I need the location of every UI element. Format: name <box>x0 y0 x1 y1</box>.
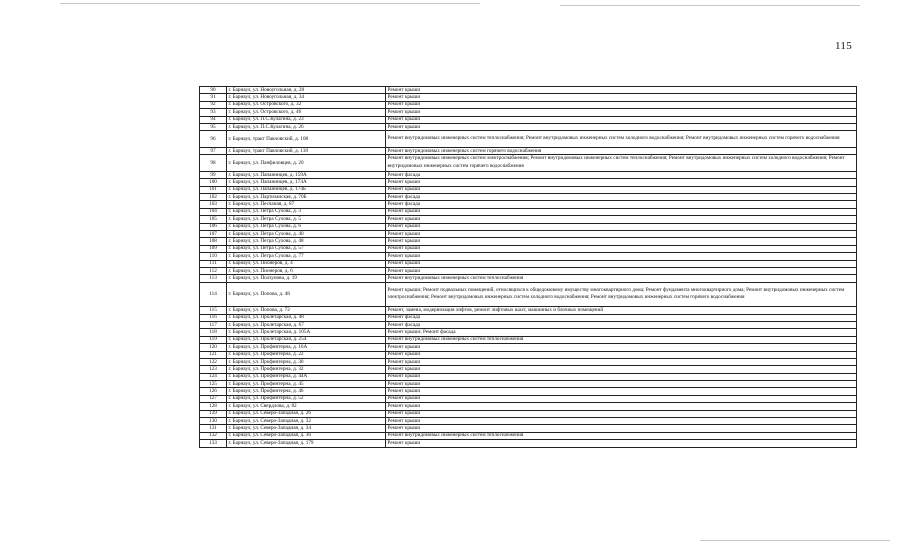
work-type-cell: Ремонт фасада <box>386 201 857 208</box>
work-type-cell: Ремонт внутридомовых инженерных систем электроснабжения; Ремонт внутридомовых инженерных систем теплоснабжения; Ремонт внутридомовых инженерных систем холодного водоснабжения; Ремонт внутридомовых инженерных систем горячего водоснабжения <box>386 155 857 172</box>
address-cell: г. Барнаул, ул. Попова, д. 72 <box>227 307 386 314</box>
work-type-cell: Ремонт фасада <box>386 171 857 178</box>
row-number-cell: 95 <box>200 123 227 130</box>
work-type-cell: Ремонт крыши <box>386 253 857 260</box>
table-row <box>200 123 857 130</box>
work-type-cell: Ремонт крыши <box>386 366 857 373</box>
address-cell: г. Барнаул, ул. Партизанская, д. 70Б <box>227 194 386 201</box>
table-row <box>200 403 857 410</box>
table-row <box>200 131 857 148</box>
table-row <box>200 231 857 238</box>
address-cell: г. Барнаул, ул. Северо-Западная, д. 36 <box>227 432 386 439</box>
work-type-cell: Ремонт фасада <box>386 314 857 321</box>
address-cell: г. Барнаул, ул. Пролетарская, д. 105А <box>227 329 386 336</box>
table-row <box>200 440 857 447</box>
address-cell: г. Барнаул, ул. Петра Сухова, д. 48 <box>227 238 386 245</box>
table-row <box>200 208 857 215</box>
table-row <box>200 101 857 108</box>
address-cell: г. Барнаул, ул. Пролетарская, д. 48 <box>227 314 386 321</box>
row-number-cell: 107 <box>200 231 227 238</box>
row-number-cell: 106 <box>200 223 227 230</box>
row-number-cell: 102 <box>200 194 227 201</box>
row-number-cell: 92 <box>200 101 227 108</box>
address-cell: г. Барнаул, ул. Песчаная, д. 87 <box>227 201 386 208</box>
address-cell: г. Барнаул, ул. Ползунова, д. 19 <box>227 275 386 282</box>
row-number-cell: 125 <box>200 381 227 388</box>
row-number-cell: 90 <box>200 87 227 94</box>
work-type-cell: Ремонт крыши <box>386 186 857 193</box>
table-row <box>200 179 857 186</box>
row-number-cell: 108 <box>200 238 227 245</box>
row-number-cell: 112 <box>200 268 227 275</box>
work-type-cell: Ремонт крыши <box>386 245 857 252</box>
table-row <box>200 307 857 314</box>
work-type-cell: Ремонт крыши <box>386 373 857 380</box>
table-row <box>200 109 857 116</box>
row-number-cell: 124 <box>200 373 227 380</box>
work-type-cell: Ремонт крыши <box>386 231 857 238</box>
address-cell: г. Барнаул, ул. Северо-Западная, д. 179 <box>227 440 386 447</box>
row-number-cell: 98 <box>200 155 227 172</box>
scan-edge-top <box>60 3 480 4</box>
row-number-cell: 96 <box>200 131 227 148</box>
table-row <box>200 388 857 395</box>
table-row <box>200 171 857 178</box>
table-row <box>200 275 857 282</box>
address-cell: г. Барнаул, ул. Папанинцев, д. 159А <box>227 171 386 178</box>
work-type-cell: Ремонт крыши <box>386 268 857 275</box>
table-row <box>200 87 857 94</box>
row-number-cell: 121 <box>200 351 227 358</box>
row-number-cell: 111 <box>200 260 227 267</box>
address-cell: г. Барнаул, ул. П.С.Кулагина, д. 23 <box>227 116 386 123</box>
row-number-cell: 118 <box>200 329 227 336</box>
table-row <box>200 418 857 425</box>
address-cell: г. Барнаул, ул. Пролетарская, д. 254 <box>227 336 386 343</box>
address-cell: г. Барнаул, ул. Пионеров, д. 6 <box>227 268 386 275</box>
address-cell: г. Барнаул, ул. Профинтерна, д. 44А <box>227 373 386 380</box>
work-type-cell: Ремонт внутридомовых инженерных систем теплоснабжения <box>386 275 857 282</box>
table-row <box>200 314 857 321</box>
table-row <box>200 238 857 245</box>
table-row <box>200 358 857 365</box>
row-number-cell: 97 <box>200 147 227 154</box>
table-row <box>200 253 857 260</box>
row-number-cell: 115 <box>200 307 227 314</box>
address-cell: г. Барнаул, ул. Пионеров, д. 4 <box>227 260 386 267</box>
address-cell: г. Барнаул, ул. Петра Сухова, д. 3 <box>227 208 386 215</box>
address-cell: г. Барнаул, ул. Папанинцев, д. 174Б <box>227 186 386 193</box>
row-number-cell: 120 <box>200 344 227 351</box>
row-number-cell: 93 <box>200 109 227 116</box>
row-number-cell: 105 <box>200 216 227 223</box>
table-row <box>200 268 857 275</box>
address-cell: г. Барнаул, ул. Петра Сухова, д. 6 <box>227 223 386 230</box>
table-row <box>200 216 857 223</box>
row-number-cell: 119 <box>200 336 227 343</box>
work-type-cell: Ремонт крыши <box>386 179 857 186</box>
row-number-cell: 113 <box>200 275 227 282</box>
table-row <box>200 155 857 172</box>
address-cell: г. Барнаул, ул. Профинтерна, д. 32 <box>227 366 386 373</box>
table-row <box>200 395 857 402</box>
repair-registry-table <box>199 86 857 448</box>
address-cell: г. Барнаул, тракт Павловский, д. 118 <box>227 147 386 154</box>
table-row <box>200 432 857 439</box>
row-number-cell: 130 <box>200 418 227 425</box>
address-cell: г. Барнаул, ул. Профинтерна, д. 52 <box>227 395 386 402</box>
work-type-cell: Ремонт крыши; Ремонт подвальных помещений, относящихся к общедомовому имуществу многоквартирного дома; Ремонт фундамента многоквартирного дома; Ремонт внутридомовых инженерных систем электроснабжения; Ремонт внутридомовых инженерных систем холодного водоснабжения; Ремонт внутридомовых инженерных систем горячего водоснабжения <box>386 282 857 306</box>
address-cell: г. Барнаул, ул. Петра Сухова, д. 77 <box>227 253 386 260</box>
work-type-cell: Ремонт внутридомовых инженерных систем теплоснабжения; Ремонт внутридомовых инженерных систем холодного водоснабжения; Ремонт внутридомовых инженерных систем горячего водоснабжения <box>386 131 857 148</box>
address-cell: г. Барнаул, тракт Павловский, д. 108 <box>227 131 386 148</box>
table-row <box>200 321 857 328</box>
row-number-cell: 104 <box>200 208 227 215</box>
row-number-cell: 116 <box>200 314 227 321</box>
row-number-cell: 100 <box>200 179 227 186</box>
work-type-cell: Ремонт крыши <box>386 238 857 245</box>
scan-edge-bottom <box>700 540 890 541</box>
registry-table-container <box>199 86 857 448</box>
address-cell: г. Барнаул, ул. Профинтерна, д. 30 <box>227 358 386 365</box>
registry-table-body <box>200 87 857 448</box>
table-row <box>200 282 857 306</box>
row-number-cell: 129 <box>200 410 227 417</box>
address-cell: г. Барнаул, ул. Петра Сухова, д. 5 <box>227 216 386 223</box>
row-number-cell: 94 <box>200 116 227 123</box>
row-number-cell: 127 <box>200 395 227 402</box>
address-cell: г. Барнаул, ул. Профинтерна, д. 46 <box>227 388 386 395</box>
row-number-cell: 123 <box>200 366 227 373</box>
table-row <box>200 186 857 193</box>
work-type-cell: Ремонт крыши <box>386 418 857 425</box>
table-row <box>200 425 857 432</box>
row-number-cell: 110 <box>200 253 227 260</box>
row-number-cell: 91 <box>200 94 227 101</box>
address-cell: г. Барнаул, ул. Северо-Западная, д. 34 <box>227 425 386 432</box>
address-cell: г. Барнаул, ул. Петра Сухова, д. 57 <box>227 245 386 252</box>
row-number-cell: 128 <box>200 403 227 410</box>
row-number-cell: 103 <box>200 201 227 208</box>
work-type-cell: Ремонт крыши <box>386 87 857 94</box>
address-cell: г. Барнаул, ул. Новоугольная, д. 28 <box>227 87 386 94</box>
table-row <box>200 223 857 230</box>
address-cell: г. Барнаул, ул. Новоугольная, д. 34 <box>227 94 386 101</box>
address-cell: г. Барнаул, ул. Пролетарская, д. 67 <box>227 321 386 328</box>
work-type-cell: Ремонт крыши <box>386 223 857 230</box>
row-number-cell: 101 <box>200 186 227 193</box>
work-type-cell: Ремонт крыши <box>386 94 857 101</box>
table-row <box>200 381 857 388</box>
work-type-cell: Ремонт крыши <box>386 403 857 410</box>
work-type-cell: Ремонт крыши <box>386 123 857 130</box>
work-type-cell: Ремонт крыши <box>386 381 857 388</box>
work-type-cell: Ремонт, замена, модернизация лифтов, ремонт лифтовых шахт, машинных и блочных помещений <box>386 307 857 314</box>
scan-edge-top-right <box>560 5 860 6</box>
table-row <box>200 194 857 201</box>
table-row <box>200 260 857 267</box>
work-type-cell: Ремонт крыши <box>386 388 857 395</box>
work-type-cell: Ремонт крыши <box>386 101 857 108</box>
work-type-cell: Ремонт крыши; Ремонт фасада <box>386 329 857 336</box>
work-type-cell: Ремонт крыши <box>386 208 857 215</box>
address-cell: г. Барнаул, ул. Профинтерна, д. 16А <box>227 344 386 351</box>
row-number-cell: 122 <box>200 358 227 365</box>
work-type-cell: Ремонт фасада <box>386 194 857 201</box>
work-type-cell: Ремонт крыши <box>386 358 857 365</box>
table-row <box>200 329 857 336</box>
address-cell: г. Барнаул, ул. Профинтерна, д. 22 <box>227 351 386 358</box>
table-row <box>200 351 857 358</box>
address-cell: г. Барнаул, ул. Северо-Западная, д. 26 <box>227 410 386 417</box>
table-row <box>200 336 857 343</box>
work-type-cell: Ремонт крыши <box>386 116 857 123</box>
page-number: 115 <box>835 40 852 52</box>
table-row <box>200 116 857 123</box>
work-type-cell: Ремонт крыши <box>386 395 857 402</box>
work-type-cell: Ремонт фасада <box>386 321 857 328</box>
table-row <box>200 201 857 208</box>
address-cell: г. Барнаул, ул. Северо-Западная, д. 32 <box>227 418 386 425</box>
address-cell: г. Барнаул, ул. Петра Сухова, д. 40 <box>227 231 386 238</box>
row-number-cell: 114 <box>200 282 227 306</box>
row-number-cell: 132 <box>200 432 227 439</box>
row-number-cell: 131 <box>200 425 227 432</box>
work-type-cell: Ремонт крыши <box>386 351 857 358</box>
work-type-cell: Ремонт крыши <box>386 344 857 351</box>
work-type-cell: Ремонт крыши <box>386 260 857 267</box>
row-number-cell: 126 <box>200 388 227 395</box>
row-number-cell: 99 <box>200 171 227 178</box>
work-type-cell: Ремонт крыши <box>386 440 857 447</box>
row-number-cell: 117 <box>200 321 227 328</box>
table-row <box>200 94 857 101</box>
address-cell: г. Барнаул, ул. П.С.Кулагина, д. 26 <box>227 123 386 130</box>
row-number-cell: 133 <box>200 440 227 447</box>
work-type-cell: Ремонт крыши <box>386 109 857 116</box>
work-type-cell: Ремонт внутридомовых инженерных систем горячего водоснабжения <box>386 147 857 154</box>
address-cell: г. Барнаул, ул. Панфиловцев, д. 20 <box>227 155 386 172</box>
address-cell: г. Барнаул, ул. Профинтерна, д. 45 <box>227 381 386 388</box>
work-type-cell: Ремонт крыши <box>386 425 857 432</box>
address-cell: г. Барнаул, ул. Островского, д. 32 <box>227 101 386 108</box>
table-row <box>200 366 857 373</box>
work-type-cell: Ремонт внутридомовых инженерных систем теплоснабжения <box>386 336 857 343</box>
address-cell: г. Барнаул, ул. Островского, д. 46 <box>227 109 386 116</box>
table-row <box>200 147 857 154</box>
address-cell: г. Барнаул, ул. Попова, д. 48 <box>227 282 386 306</box>
table-row <box>200 373 857 380</box>
table-row <box>200 410 857 417</box>
table-row <box>200 344 857 351</box>
address-cell: г. Барнаул, ул. Папанинцев, д. 174А <box>227 179 386 186</box>
work-type-cell: Ремонт крыши <box>386 410 857 417</box>
work-type-cell: Ремонт внутридомовых инженерных систем теплоснабжения <box>386 432 857 439</box>
row-number-cell: 109 <box>200 245 227 252</box>
work-type-cell: Ремонт крыши <box>386 216 857 223</box>
address-cell: г. Барнаул, ул. Свердлова, д. 82 <box>227 403 386 410</box>
table-row <box>200 245 857 252</box>
